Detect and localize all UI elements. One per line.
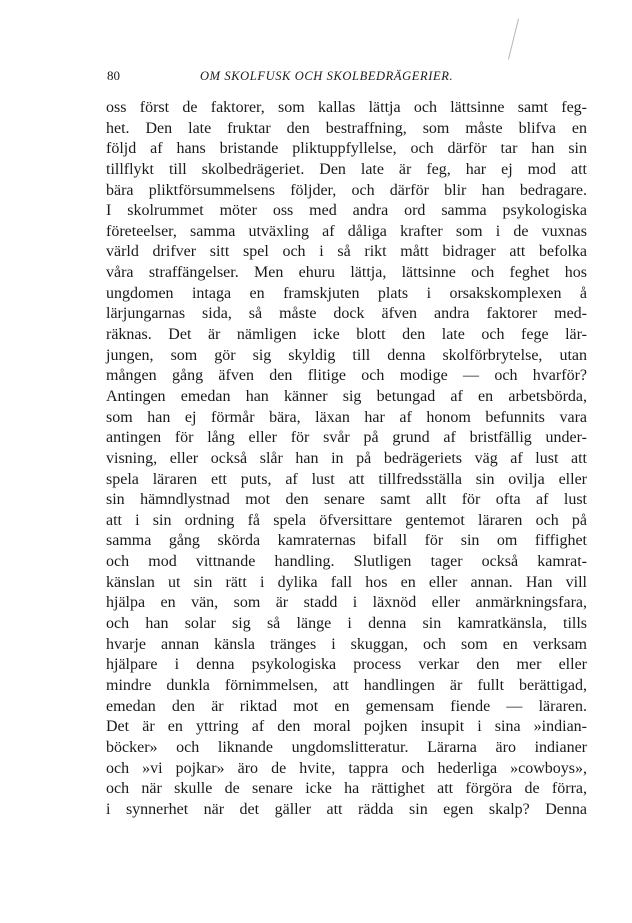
page-header (0, 68, 632, 88)
text-line: Antingen emedan han känner sig betungad af en arbetsbörda, (106, 387, 587, 405)
text-line: våra straffängelser. Men ehuru lättja, lättsinne och feghet hos (106, 264, 587, 282)
text-line: och mod vittnande handling. Slutligen tager också kamrat- (106, 553, 587, 571)
text-line: antingen för lång eller för svår på grund af bristfällig under- (106, 429, 587, 447)
text-line: hvarje annan känsla tränges i skuggan, och som en verksam (106, 635, 587, 653)
text-line: värld drifver sitt spel och i så rikt mått bidrager att befolka (106, 243, 587, 261)
text-line: emedan den är riktad mot en gemensam fiende — läraren. (106, 697, 587, 715)
text-line: hjälpare i denna psykologiska process verkar den mer eller (106, 656, 587, 674)
text-line: tillflykt till skolbedrägeriet. Den late är feg, har ej mod att (106, 160, 587, 178)
text-line: böcker» och liknande ungdomslitteratur. Lärarna äro indianer (106, 738, 587, 756)
body-paragraph (106, 98, 587, 820)
text-line: bära pliktförsummelsens följder, och därför blir han bedragare. (106, 181, 587, 199)
text-line: I skolrummet möter oss med andra ord samma psykologiska (106, 202, 587, 220)
text-line: och när skulle de senare icke ha rättighet att förgöra de förra, (106, 780, 587, 798)
scan-artifact-mark (508, 19, 519, 60)
text-line: sin hämndlystnad mot den senare samt allt för ofta af lust (106, 491, 587, 509)
text-line: lärjungarnas sida, så måste dock äfven andra faktorer med- (106, 305, 587, 323)
text-line: företeelser, samma utväxling af dåliga krafter som i de vuxnas (106, 222, 587, 240)
text-line: som han ej förmår bära, läxan har af honom befunnits vara (106, 408, 587, 426)
text-line: ungdomen intaga en framskjuten plats i orsakskomplexen å (106, 284, 587, 302)
text-line: räknas. Det är nämligen icke blott den late och fege lär- (106, 326, 587, 344)
running-title: OM SKOLFUSK OCH SKOLBEDRÄGERIER. (200, 69, 454, 83)
text-line: jungen, som gör sig skyldig till denna skolförbrytelse, utan (106, 346, 587, 364)
text-line: och »vi pojkar» äro de hvite, tappra och hederliga »cowboys», (106, 759, 587, 777)
page-number: 80 (107, 68, 120, 83)
text-line: att i sin ordning få spela öfversittare gentemot läraren och på (106, 511, 587, 529)
text-line: spela läraren ett puts, af lust att tillfredsställa sin ovilja eller (106, 470, 587, 488)
text-line: känslan ut sin rätt i dylika fall hos en eller annan. Han vill (106, 573, 587, 591)
text-line: mången gång äfven den flitige och modige — och hvarför? (106, 367, 587, 385)
text-line: hjälpa en vän, som är stadd i läxnöd eller anmärkningsfara, (106, 594, 587, 612)
text-line: het. Den late fruktar den bestraffning, som måste blifva en (106, 119, 587, 137)
text-line: visning, eller också slår han in på bedrägeriets väg af lust att (106, 449, 587, 467)
text-line: och han solar sig så länge i denna sin kamratkänsla, tills (106, 615, 587, 633)
text-line: följd af hans bristande pliktuppfyllelse, och därför tar han sin (106, 140, 587, 158)
text-line: mindre dunkla förnimmelsen, att handlingen är fullt berättigad, (106, 676, 587, 694)
text-line: i synnerhet när det gäller att rädda sin egen skalp? Denna (106, 800, 587, 818)
text-line: Det är en yttring af den moral pojken insupit i sina »indian- (106, 718, 587, 736)
text-line: samma gång skörda kamraternas bifall för sin om fiffighet (106, 532, 587, 550)
text-line: oss först de faktorer, som kallas lättja och lättsinne samt feg- (106, 99, 587, 116)
